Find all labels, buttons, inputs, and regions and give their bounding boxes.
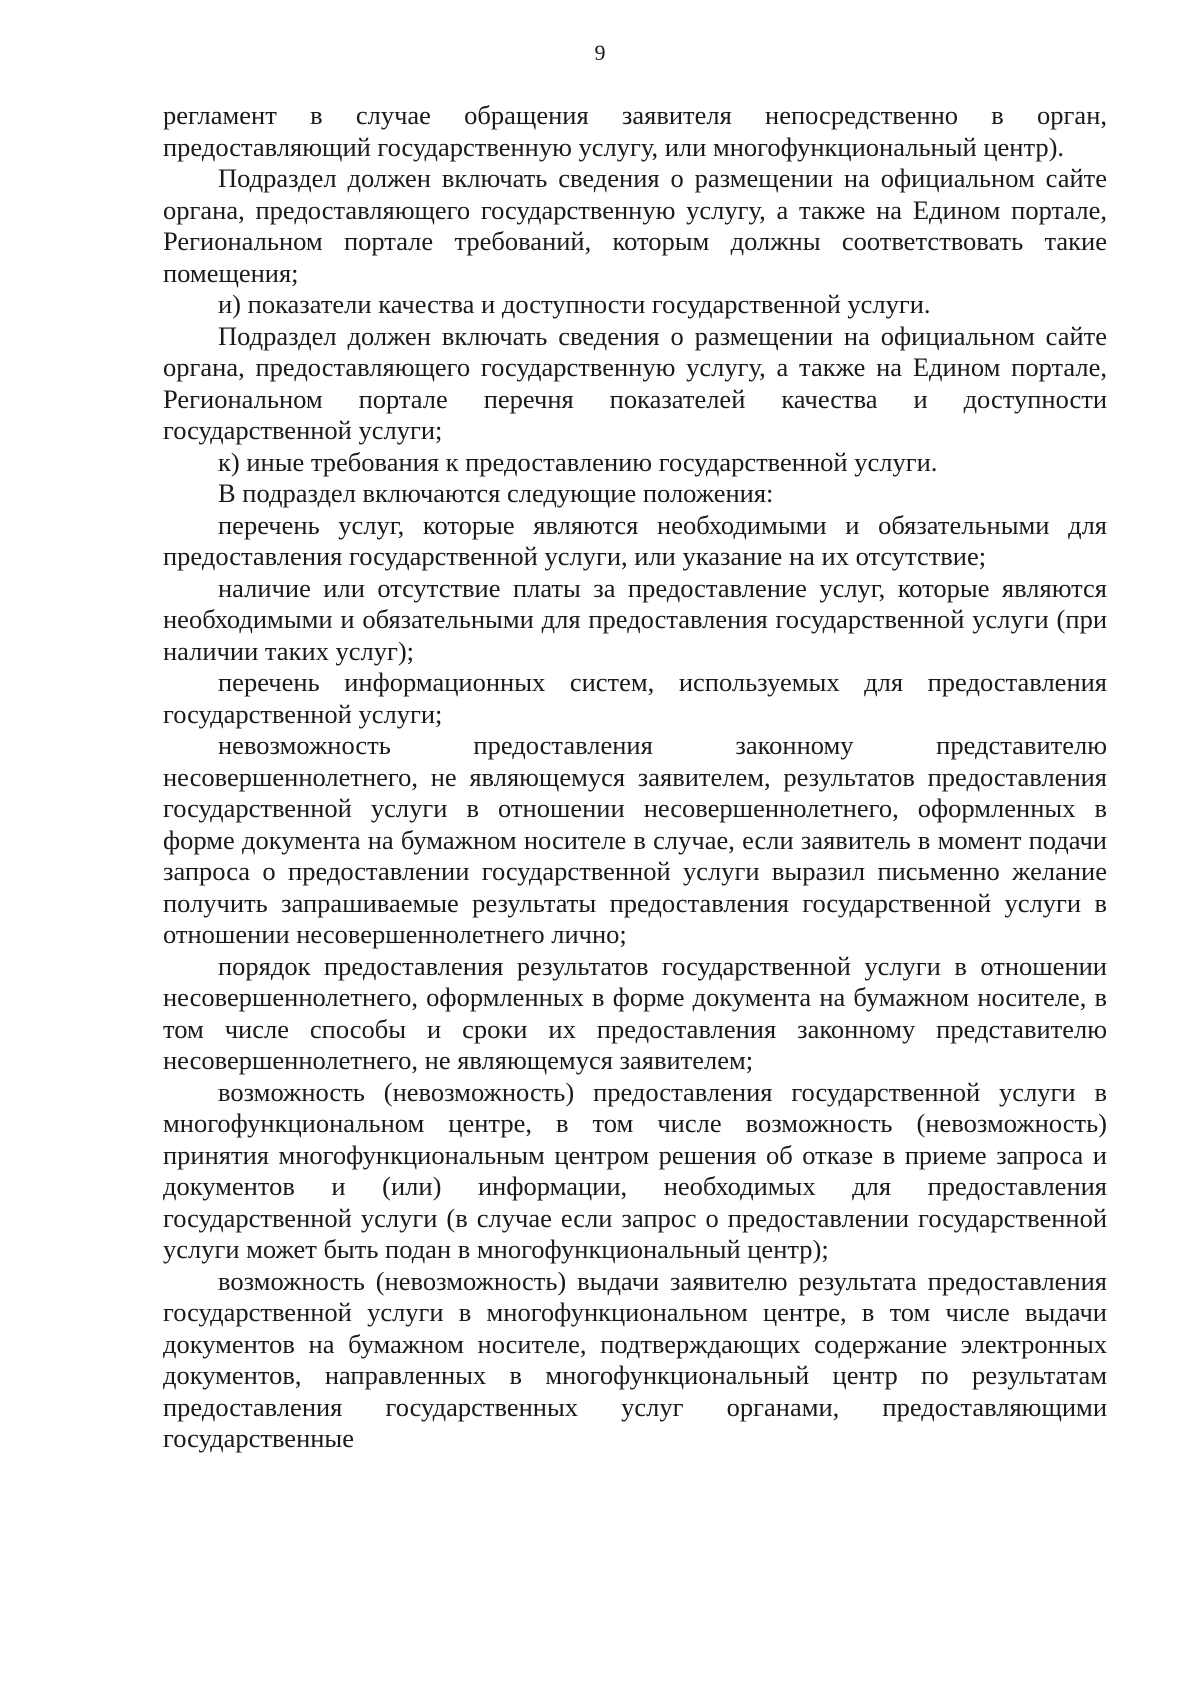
paragraph-13: возможность (невозможность) выдачи заявителю результата предоставления государственной услуги в многофункциональном центре, в том числе выдачи документов на бумажном носителе, подтверждающих содержание электронных документов, направленных в многофункциональный центр по результатам предоставления государственных услуг органами, предоставляющими государственные [163,1265,1107,1453]
paragraph-5: к) иные требования к предоставлению государственной услуги. [218,446,938,477]
paragraph-9: перечень информационных систем, используемых для предоставления государственной услуги; [163,667,1107,729]
page-number: 9 [594,40,606,65]
paragraph-11: порядок предоставления результатов государственной услуги в отношении несовершеннолетнего, оформленных в форме документа на бумажном носителе, в том числе способы и сроки их предоставления законному представителю несовершеннолетнего, не являющемуся заявителем; [163,950,1107,1075]
paragraph-6: В подраздел включаются следующие положения: [218,478,774,508]
document-body [163,100,1107,1455]
paragraph-3: и) показатели качества и доступности государственной услуги. [218,289,931,319]
paragraph-8: наличие или отсутствие платы за предоставление услуг, которые являются необходимыми и обязательными для предоставления государственной услуги (при наличии таких услуг); [163,572,1107,666]
paragraph-1: регламент в случае обращения заявителя непосредственно в орган, предоставляющий государственную услугу, или многофункциональный центр). [163,100,1107,162]
paragraph-4: Подраздел должен включать сведения о размещении на официальном сайте органа, предоставляющего государственную услугу, а также на Едином портале, Региональном портале перечня показателей качества и доступности государственной услуги; [163,320,1107,445]
paragraph-10: невозможность предоставления законному представителю несовершеннолетнего, не являющемуся заявителем, результатов предоставления государственной услуги в отношении несовершеннолетнего, оформленных в форме документа на бумажном носителе в случае, если заявитель в момент подачи запроса о предоставлении государственной услуги выразил письменно желание получить запрашиваемые результаты предоставления государственной услуги в отношении несовершеннолетнего лично; [163,730,1107,949]
paragraph-7: перечень услуг, которые являются необходимыми и обязательными для предоставления государственной услуги, или указание на их отсутствие; [163,509,1107,571]
paragraph-2: Подраздел должен включать сведения о размещении на официальном сайте органа, предоставляющего государственную услугу, а также на Едином портале, Региональном портале требований, которым должны соответствовать такие помещения; [163,163,1107,288]
paragraph-12: возможность (невозможность) предоставления государственной услуги в многофункциональном центре, в том числе возможность (невозможность) принятия многофункциональным центром решения об отказе в приеме запроса и документов и (или) информации, необходимых для предоставления государственной услуги (в случае если запрос о предоставлении государственной услуги может быть подан в многофункциональный центр); [163,1076,1107,1264]
